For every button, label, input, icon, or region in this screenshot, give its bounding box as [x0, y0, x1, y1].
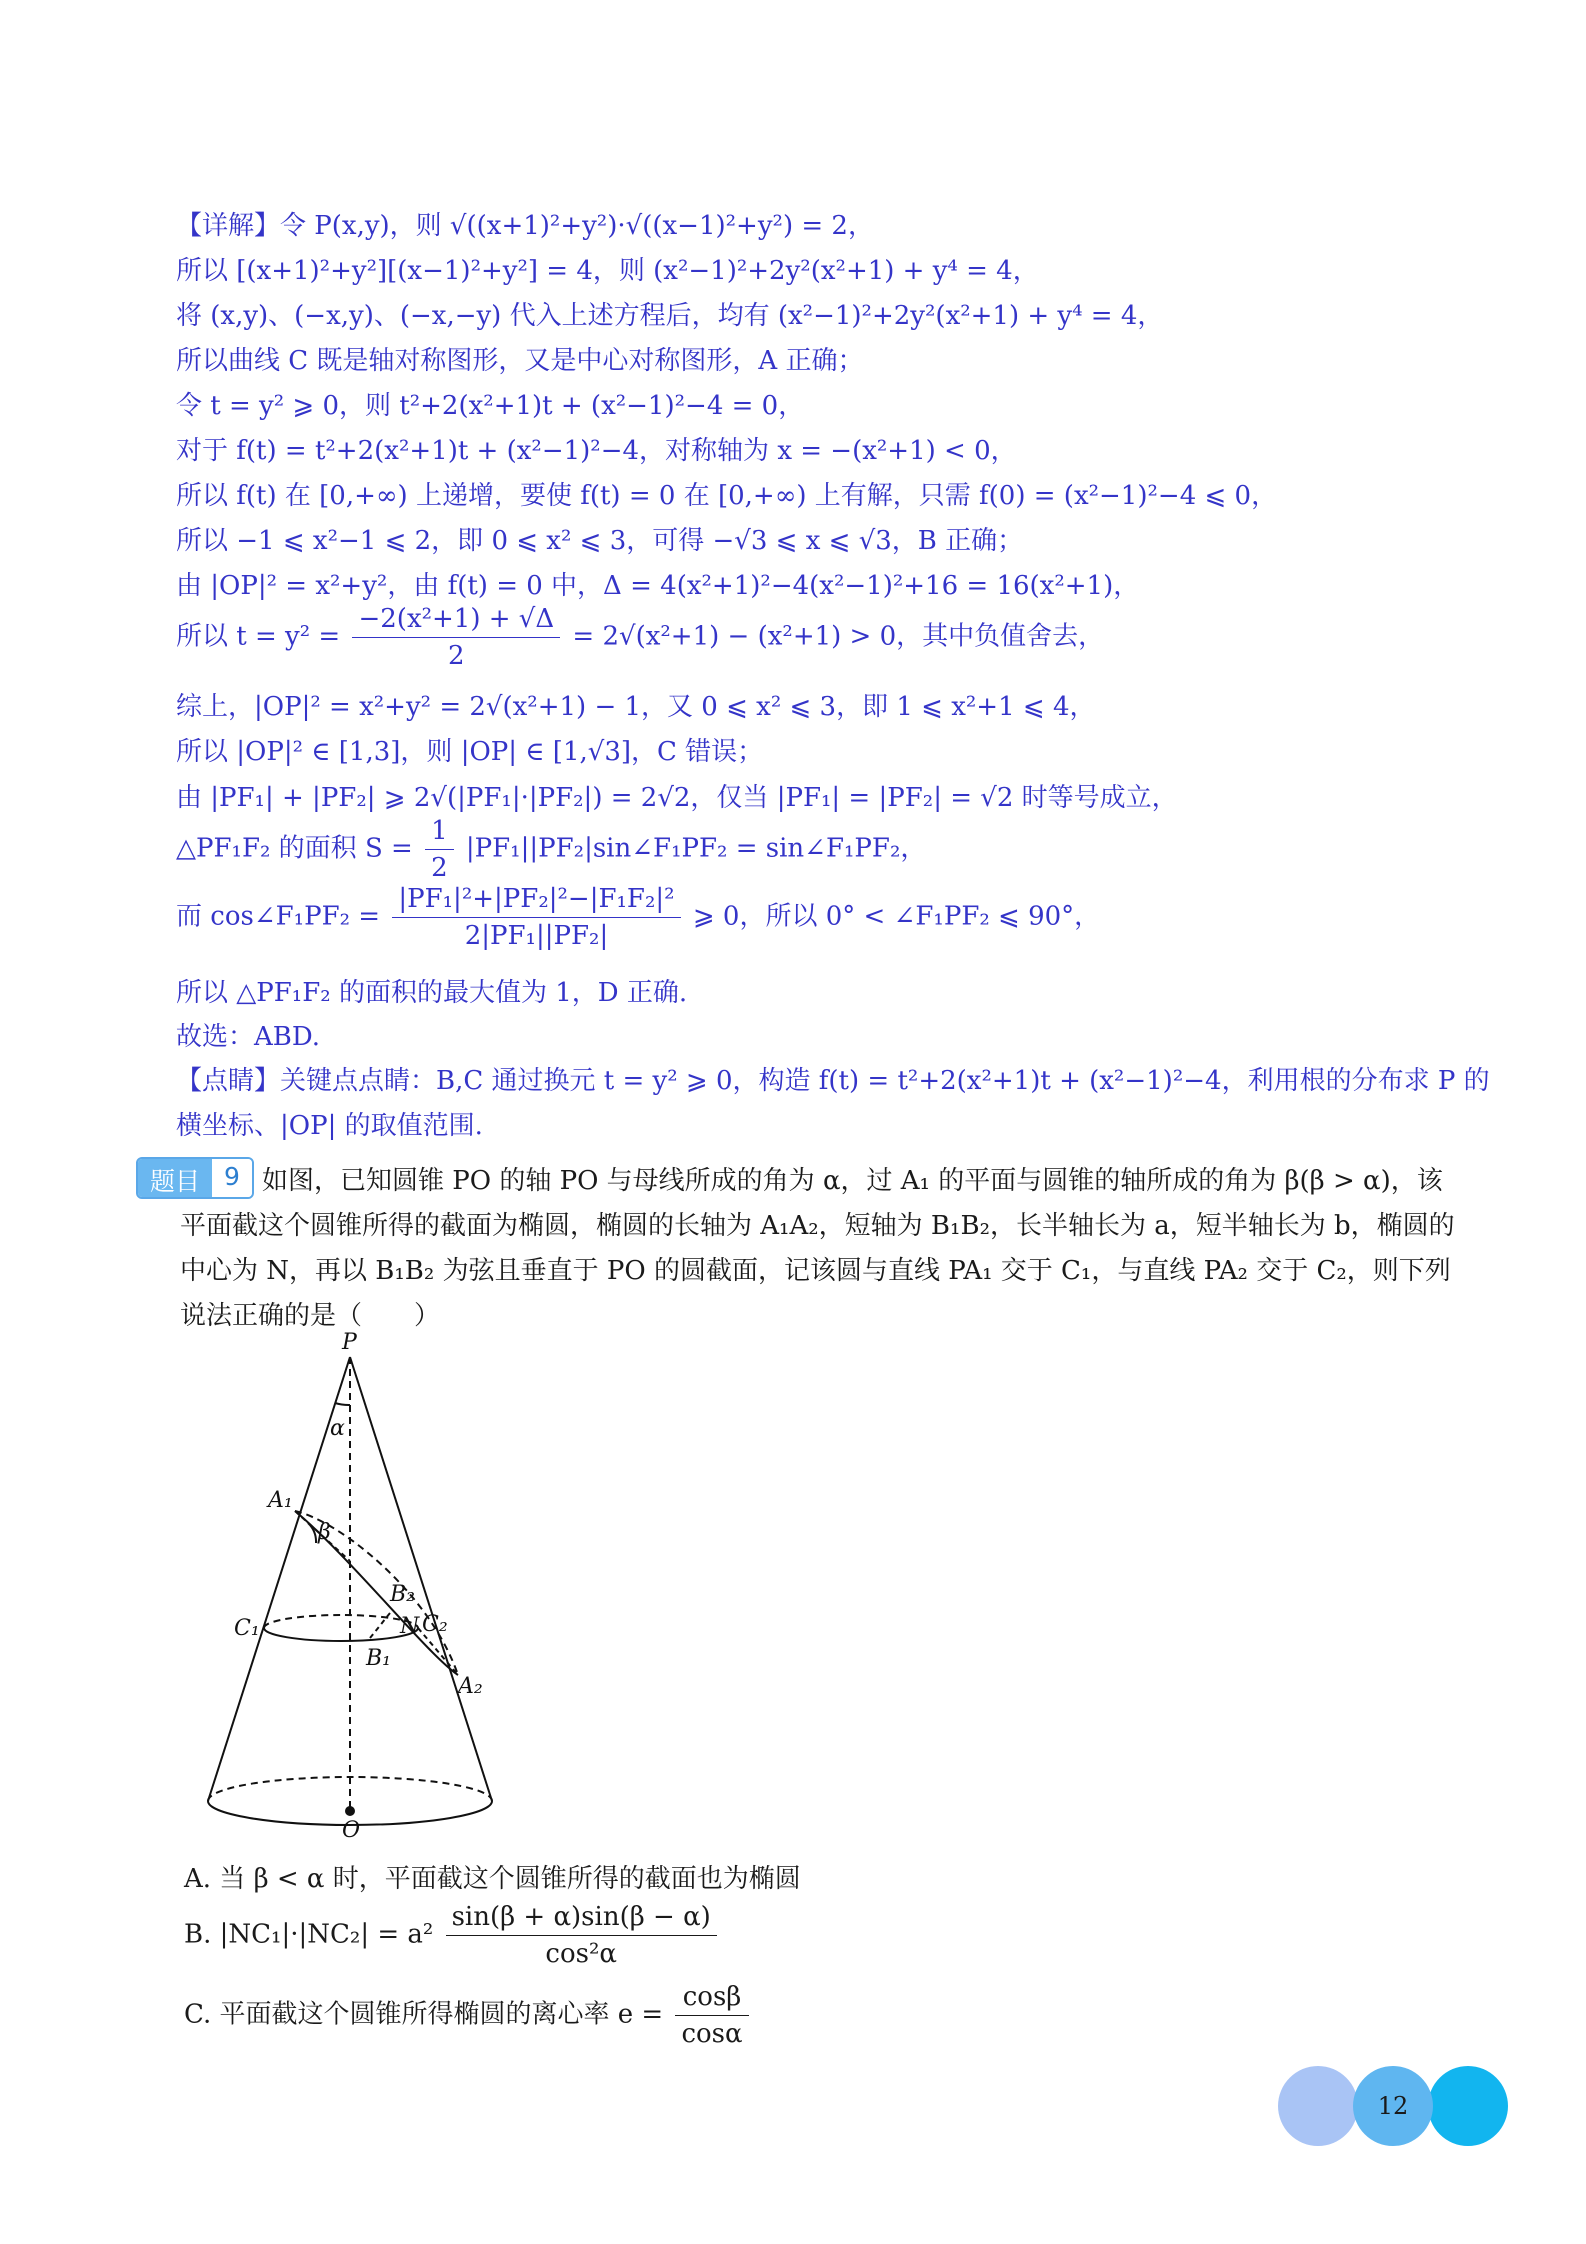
line15-suffix: ⩾ 0，所以 0° < ∠F₁PF₂ ⩽ 90°， [692, 901, 1101, 932]
solution-line-8: 所以 −1 ⩽ x²−1 ⩽ 2，即 0 ⩽ x² ⩽ 3，可得 −√3 ⩽ x ⩽ √3，B 正确； [176, 526, 1024, 556]
option-b-numerator: sin(β + α)sin(β − α) [446, 1902, 717, 1936]
solution-line-15 [176, 884, 1100, 951]
line14-denominator: 2 [431, 853, 448, 883]
option-b-fraction [446, 1902, 717, 1969]
solution-line-6: 对于 f(t) = t²+2(x²+1)t + (x²−1)²−4，对称轴为 x = −(x²+1) < 0， [176, 436, 1017, 466]
line10-numerator: −2(x²+1) + √Δ [352, 604, 560, 638]
label-n: N [400, 1614, 420, 1639]
option-b-prefix: B. |NC₁|·|NC₂| = a² [184, 1919, 434, 1950]
circle-middle [1353, 2066, 1433, 2146]
alpha-arc [335, 1403, 350, 1405]
question-badge [136, 1157, 254, 1199]
option-c [184, 1982, 753, 2049]
option-c-fraction [675, 1982, 748, 2049]
solution-line-18: 【点睛】关键点点睛：B,C 通过换元 t = y² ⩾ 0，构造 f(t) = t²+2(x²+1)t + (x²−1)²−4，利用根的分布求 P 的 [176, 1066, 1490, 1096]
label-b1: B₁ [366, 1646, 391, 1671]
question-line-4: 说法正确的是（ ） [180, 1301, 441, 1331]
solution-line-16: 所以 △PF₁F₂ 的面积的最大值为 1，D 正确. [176, 978, 688, 1008]
solution-line-3: 将 (x,y)、(−x,y)、(−x,−y) 代入上述方程后，均有 (x²−1)²+2y²(x²+1) + y⁴ = 4， [176, 301, 1164, 331]
option-b [184, 1902, 721, 1969]
solution-line-4: 所以曲线 C 既是轴对称图形，又是中心对称图形，A 正确； [176, 346, 864, 376]
line15-fraction [392, 884, 680, 951]
solution-line-12: 所以 |OP|² ∈ [1,3]，则 |OP| ∈ [1,√3]，C 错误； [176, 737, 764, 767]
line15-denominator: 2|PF₁||PF₂| [464, 921, 609, 951]
solution-line-7: 所以 f(t) 在 [0,+∞) 上递增，要使 f(t) = 0 在 [0,+∞) 上有解，只需 f(0) = (x²−1)²−4 ⩽ 0， [176, 481, 1278, 511]
option-a: A. 当 β < α 时，平面截这个圆锥所得的截面也为椭圆 [184, 1864, 801, 1894]
option-c-numerator: cosβ [675, 1982, 748, 2016]
solution-line-13: 由 |PF₁| + |PF₂| ⩾ 2√(|PF₁|·|PF₂|) = 2√2，仅当 |PF₁| = |PF₂| = √2 时等号成立， [176, 783, 1178, 813]
solution-line-10 [176, 604, 1104, 671]
solution-line-14 [176, 816, 926, 883]
line10-fraction [352, 604, 560, 671]
circle-c1c2-front [264, 1628, 418, 1641]
option-b-denominator: cos²α [545, 1939, 617, 1969]
label-a1: A₁ [268, 1488, 293, 1513]
solution-line-19: 横坐标、|OP| 的取值范围. [176, 1111, 483, 1141]
solution-line-17: 故选：ABD. [176, 1022, 321, 1052]
question-line-3: 中心为 N，再以 B₁B₂ 为弦且垂直于 PO 的圆截面，记该圆与直线 PA₁ 交于 C₁，与直线 PA₂ 交于 C₂，则下列 [180, 1256, 1451, 1286]
line14-fraction [425, 816, 454, 883]
line15-numerator: |PF₁|²+|PF₂|²−|F₁F₂|² [392, 884, 680, 918]
generatrix-right [350, 1357, 492, 1801]
page-number-badge [1278, 2066, 1508, 2146]
question-line-2: 平面截这个圆锥所得的截面为椭圆，椭圆的长轴为 A₁A₂，短轴为 B₁B₂，长半轴长为 a，短半轴长为 b，椭圆的 [180, 1211, 1455, 1241]
line10-denominator: 2 [448, 641, 465, 671]
point-o [346, 1807, 354, 1815]
label-o: O [342, 1818, 361, 1843]
cone-figure [190, 1325, 530, 1845]
solution-line-9: 由 |OP|² = x²+y²，由 f(t) = 0 中，Δ = 4(x²+1)²−4(x²−1)²+16 = 16(x²+1)， [176, 571, 1140, 601]
line10-prefix: 所以 t = y² = [176, 621, 341, 652]
question-line-1: 如图，已知圆锥 PO 的轴 PO 与母线所成的角为 α，过 A₁ 的平面与圆锥的轴所成的角为 β(β > α)，该 [262, 1166, 1443, 1196]
label-b2: B₂ [390, 1582, 415, 1607]
question-badge-label: 题目 [138, 1159, 212, 1197]
line14-suffix: |PF₁||PF₂|sin∠F₁PF₂ = sin∠F₁PF₂， [465, 833, 927, 864]
solution-line-5: 令 t = y² ⩾ 0，则 t²+2(x²+1)t + (x²−1)²−4 = 0， [176, 391, 805, 421]
label-c2: C₂ [422, 1612, 448, 1637]
label-alpha: α [330, 1416, 345, 1441]
line10-suffix: = 2√(x²+1) − (x²+1) > 0，其中负值舍去， [572, 621, 1105, 652]
circle-right [1428, 2066, 1508, 2146]
label-c1: C₁ [234, 1616, 260, 1641]
solution-line-2: 所以 [(x+1)²+y²][(x−1)²+y²] = 4，则 (x²−1)²+2y²(x²+1) + y⁴ = 4， [176, 256, 1039, 286]
solution-line-1: 【详解】令 P(x,y)，则 √((x+1)²+y²)·√((x−1)²+y²) = 2， [176, 211, 874, 241]
line15-prefix: 而 cos∠F₁PF₂ = [176, 901, 381, 932]
question-badge-number: 9 [212, 1159, 252, 1197]
label-a2: A₂ [458, 1674, 483, 1699]
line14-prefix: △PF₁F₂ 的面积 S = [176, 833, 413, 864]
circle-left [1278, 2066, 1358, 2146]
option-c-denominator: cosα [681, 2019, 743, 2049]
solution-line-11: 综上，|OP|² = x²+y² = 2√(x²+1) − 1，又 0 ⩽ x² ⩽ 3，即 1 ⩽ x²+1 ⩽ 4， [176, 692, 1096, 722]
option-c-prefix: C. 平面截这个圆锥所得椭圆的离心率 e = [184, 1999, 664, 2030]
circle-c1c2-back [264, 1615, 418, 1628]
page-number: 12 [1377, 2092, 1409, 2120]
line14-numerator: 1 [425, 816, 454, 850]
generatrix-left [208, 1357, 350, 1801]
label-p: P [342, 1330, 357, 1355]
label-beta: β [318, 1520, 331, 1545]
